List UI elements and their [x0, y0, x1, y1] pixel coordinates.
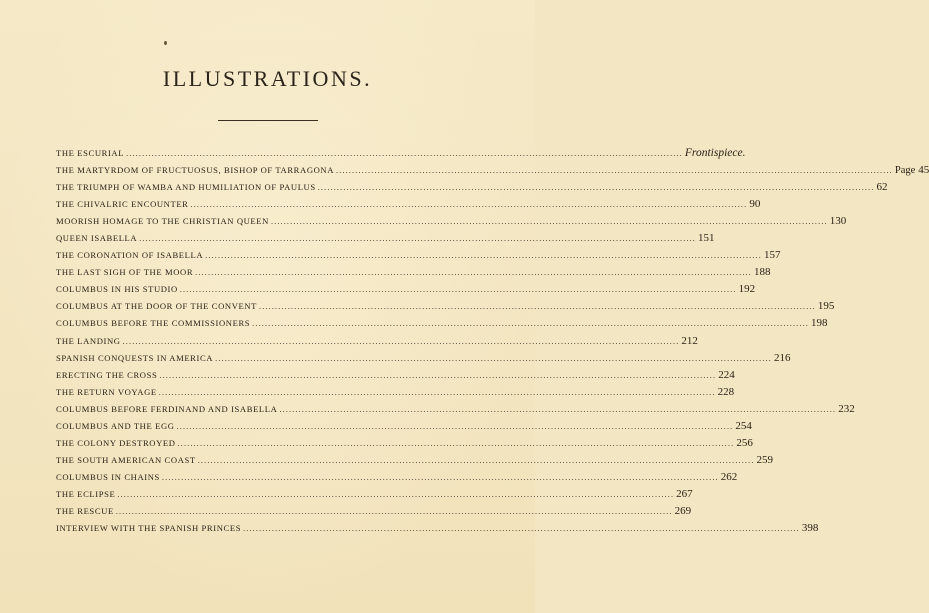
illustration-entry: [56, 198, 761, 215]
illustration-entry: [56, 419, 752, 437]
page-label: Page: [894, 165, 916, 177]
dot-leader: [139, 234, 696, 243]
dot-leader: [191, 200, 748, 209]
illustration-title: COLUMBUS AT THE DOOR OF THE CONVENT: [56, 301, 258, 312]
illustration-entry: [56, 300, 835, 317]
illustration-title: THE RESCUE: [56, 505, 114, 516]
page-number: 195: [817, 300, 835, 313]
illustration-title: MOORISH HOMAGE TO THE CHRISTIAN QUEEN: [56, 216, 269, 227]
illustration-title: THE ECLIPSE: [56, 488, 116, 499]
illustration-title: QUEEN ISABELLA: [56, 233, 138, 244]
page-number: 256: [736, 436, 753, 449]
illustration-entry: [56, 215, 847, 232]
illustration-title: THE CHIVALRIC ENCOUNTER: [56, 199, 189, 210]
page-number: 130: [829, 215, 847, 228]
illustration-entry: [56, 317, 828, 334]
page-number: 192: [738, 283, 756, 296]
dot-leader: [116, 507, 673, 516]
illustration-entry: [56, 266, 771, 283]
page-number: 188: [753, 266, 771, 279]
dot-leader: [123, 337, 680, 346]
page-number: 157: [763, 249, 781, 262]
page-number: 254: [735, 419, 752, 432]
illustration-title: COLUMBUS IN CHAINS: [56, 471, 160, 482]
illustration-title: THE TRIUMPH OF WAMBA AND HUMILIATION OF PAULUS: [56, 182, 316, 193]
illustration-title: THE COLONY DESTROYED: [56, 437, 176, 448]
illustration-title: COLUMBUS AND THE EGG: [56, 420, 175, 431]
illustration-entry: [56, 147, 746, 164]
page-number: 398: [801, 522, 819, 535]
page-number: 269: [674, 504, 692, 517]
illustration-entry: [56, 402, 855, 420]
dot-leader: [180, 285, 737, 294]
illustration-title: INTERVIEW WITH THE SPANISH PRINCES: [56, 523, 242, 534]
heading-rule: [218, 120, 318, 121]
page-number: 212: [681, 334, 698, 347]
illustration-title: THE MARTYRDOM OF FRUCTUOSUS, BISHOP OF TARRAGONA: [56, 165, 335, 176]
illustration-title: THE ESCURIAL: [56, 148, 125, 158]
dot-leader: [159, 388, 716, 397]
illustration-title: THE CORONATION OF ISABELLA: [56, 250, 204, 261]
illustration-entry: [56, 487, 693, 505]
page-number: 90: [749, 198, 761, 211]
illustration-title: COLUMBUS BEFORE FERDINAND AND ISABELLA: [56, 403, 278, 414]
page-number: 232: [838, 402, 855, 415]
illustration-entry: [56, 181, 888, 198]
illustration-entry: [56, 164, 929, 181]
page-number: 198: [810, 317, 828, 330]
dot-leader: [205, 251, 762, 260]
dot-leader: [259, 302, 816, 311]
illustration-entry: [56, 470, 738, 488]
dot-leader: [177, 422, 734, 431]
dot-leader: [215, 354, 772, 363]
illustration-entry: [56, 334, 698, 352]
illustration-entry: [56, 368, 735, 386]
ink-speck: [164, 41, 167, 45]
illustration-entry: [56, 522, 819, 539]
illustration-title: SPANISH CONQUESTS IN AMERICA: [56, 352, 214, 363]
dot-leader: [279, 405, 836, 414]
illustration-entry: [56, 283, 756, 300]
dot-leader: [126, 149, 683, 158]
page-number: 45: [918, 164, 929, 177]
page-number: 262: [720, 470, 738, 483]
illustration-entry: [56, 436, 753, 454]
dot-leader: [243, 524, 800, 533]
illustrations-list: [56, 147, 929, 539]
dot-leader: [318, 183, 875, 192]
dot-leader: [162, 473, 719, 482]
dot-leader: [195, 268, 752, 277]
page-number: 62: [876, 181, 888, 194]
page-heading: ILLUSTRATIONS.: [162, 66, 373, 91]
page-number: 216: [773, 351, 791, 364]
illustration-title: ERECTING THE CROSS: [56, 369, 158, 380]
illustration-entry: [56, 385, 735, 403]
illustration-title: THE LANDING: [56, 335, 121, 346]
page-number: 267: [676, 487, 693, 500]
illustration-title: COLUMBUS IN HIS STUDIO: [56, 284, 178, 295]
page-number: 224: [718, 368, 735, 381]
illustration-entry: [56, 453, 774, 471]
page-number: 151: [698, 232, 715, 245]
page-number: 259: [756, 453, 774, 466]
illustration-title: THE RETURN VOYAGE: [56, 386, 157, 397]
dot-leader: [336, 166, 893, 175]
illustration-title: THE LAST SIGH OF THE MOOR: [56, 267, 194, 278]
illustration-entry: [56, 504, 692, 522]
dot-leader: [271, 217, 828, 226]
dot-leader: [178, 439, 735, 448]
illustration-entry: [56, 232, 715, 249]
illustration-title: COLUMBUS BEFORE THE COMMISSIONERS: [56, 318, 251, 329]
illustration-entry: [56, 351, 791, 369]
dot-leader: [252, 319, 809, 328]
dot-leader: [159, 371, 716, 380]
dot-leader: [198, 456, 755, 465]
page-number: 228: [717, 385, 735, 398]
illustration-entry: [56, 249, 781, 266]
dot-leader: [117, 490, 674, 499]
illustration-title: THE SOUTH AMERICAN COAST: [56, 454, 196, 465]
page-number: Frontispiece.: [684, 147, 746, 159]
